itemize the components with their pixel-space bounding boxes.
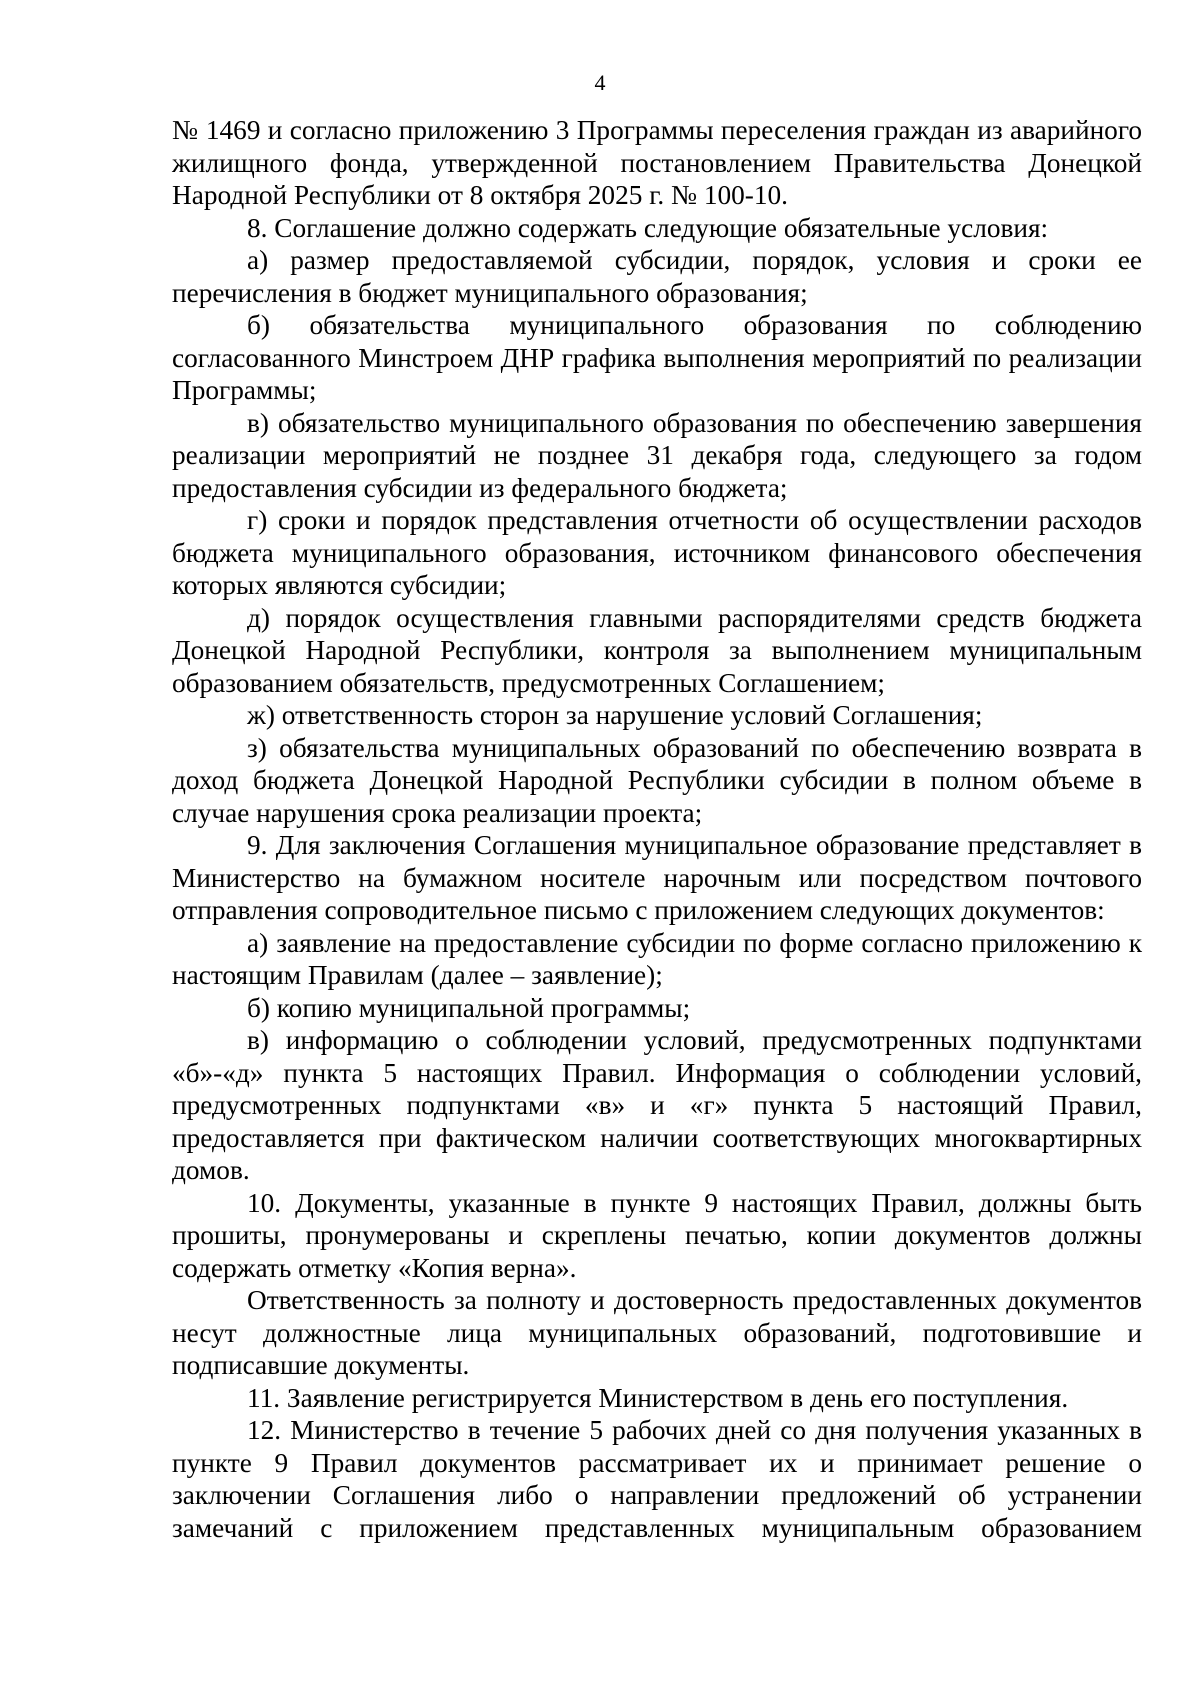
paragraph-item-11: 11. Заявление регистрируется Министерством в день его поступления. bbox=[247, 1382, 1069, 1413]
paragraph-item-8g: г) сроки и порядок представления отчетности об осуществлении расходов бюджета муниципального образования, источником финансового обеспечения которых являются субсидии; bbox=[172, 505, 1142, 600]
paragraph-item-12: 12. Министерство в течение 5 рабочих дней со дня получения указанных в пункте 9 Правил документов рассматривает их и принимает решение о заключении Соглашения либо о направлении предложений об устранении замечаний с приложением представленных муниципальным образованием bbox=[172, 1415, 1142, 1543]
paragraph-continuation: № 1469 и согласно приложению 3 Программы переселения граждан из аварийного жилищного фонда, утвержденной постановлением Правительства Донецкой Народной Республики от 8 октября 2025 г. № 100-10. bbox=[172, 115, 1142, 210]
paragraph-item-9a: а) заявление на предоставление субсидии по форме согласно приложению к настоящим Правилам (далее – заявление); bbox=[172, 927, 1142, 990]
paragraph-item-8zh: ж) ответственность сторон за нарушение условий Соглашения; bbox=[247, 700, 983, 730]
paragraph-responsibility: Ответственность за полноту и достоверность предоставленных документов несут должностные лица муниципальных образований, подготовившие и подписавшие документы. bbox=[172, 1285, 1142, 1380]
paragraph-item-9v: в) информацию о соблюдении условий, предусмотренных подпунктами «б»-«д» пункта 5 настоящих Правил. Информация о соблюдении условий, предусмотренных подпунктами «в» и «г» пункта 5 настоящий Правил, предоставляется при фактическом наличии соответствующих многоквартирных домов. bbox=[172, 1025, 1142, 1185]
paragraph-item-8b: б) обязательства муниципального образования по соблюдению согласованного Минстроем ДНР графика выполнения мероприятий по реализации Программы; bbox=[172, 310, 1142, 405]
paragraph-item-8z: з) обязательства муниципальных образований по обеспечению возврата в доход бюджета Донецкой Народной Республики субсидии в полном объеме в случае нарушения срока реализации проекта; bbox=[172, 732, 1142, 828]
document-body bbox=[172, 114, 1142, 1544]
paragraph-item-8a: а) размер предоставляемой субсидии, порядок, условия и сроки ее перечисления в бюджет муниципального образования; bbox=[172, 245, 1142, 308]
page-number: 4 bbox=[594, 70, 606, 95]
paragraph-item-9b: б) копию муниципальной программы; bbox=[247, 992, 691, 1023]
paragraph-item-8: 8. Соглашение должно содержать следующие обязательные условия: bbox=[247, 212, 1049, 243]
paragraph-item-9: 9. Для заключения Соглашения муниципальное образование представляет в Министерство на бумажном носителе нарочным или посредством почтового отправления сопроводительное письмо с приложением следующих документов: bbox=[172, 830, 1142, 925]
paragraph-item-10: 10. Документы, указанные в пункте 9 настоящих Правил, должны быть прошиты, пронумерованы и скреплены печатью, копии документов должны содержать отметку «Копия верна». bbox=[172, 1187, 1142, 1283]
paragraph-item-8d: д) порядок осуществления главными распорядителями средств бюджета Донецкой Народной Республики, контроля за выполнением муниципальным образованием обязательств, предусмотренных Соглашением; bbox=[172, 602, 1142, 698]
paragraph-item-8v: в) обязательство муниципального образования по обеспечению завершения реализации мероприятий не позднее 31 декабря года, следующего за годом предоставления субсидии из федерального бюджета; bbox=[172, 407, 1142, 503]
